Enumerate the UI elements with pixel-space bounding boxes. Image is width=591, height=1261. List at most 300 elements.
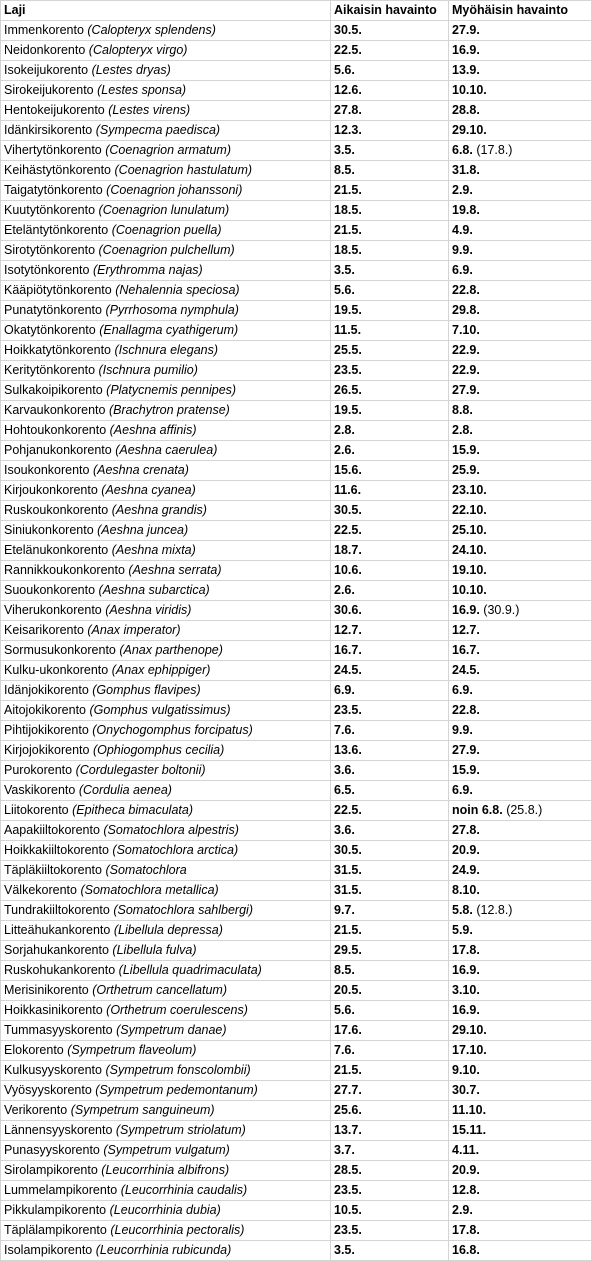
species-scientific-name: (Lestes virens) xyxy=(108,103,191,117)
latest-cell[interactable] xyxy=(449,841,591,861)
earliest-cell[interactable]: 9.7. xyxy=(331,901,449,921)
earliest-cell[interactable]: 26.5. xyxy=(331,381,449,401)
species-cell[interactable] xyxy=(1,1081,331,1101)
earliest-cell[interactable]: 12.3. xyxy=(331,121,449,141)
species-cell[interactable] xyxy=(1,341,331,361)
species-scientific-name: (Somatochlora arctica) xyxy=(112,843,239,857)
latest-cell[interactable] xyxy=(449,1241,591,1261)
species-cell[interactable] xyxy=(1,781,331,801)
table-row xyxy=(1,841,591,861)
latest-cell[interactable] xyxy=(449,1121,591,1141)
earliest-cell[interactable]: 8.5. xyxy=(331,961,449,981)
species-common-name: Rannikkoukonkorento xyxy=(4,563,125,577)
earliest-cell[interactable]: 18.5. xyxy=(331,241,449,261)
earliest-cell[interactable]: 3.7. xyxy=(331,1141,449,1161)
table-row xyxy=(1,661,591,681)
table-row xyxy=(1,561,591,581)
earliest-cell[interactable]: 21.5. xyxy=(331,1061,449,1081)
latest-cell[interactable] xyxy=(449,581,591,601)
species-cell[interactable] xyxy=(1,561,331,581)
latest-value: 30.7. xyxy=(452,1083,480,1097)
species-scientific-name: (Epitheca bimaculata) xyxy=(72,803,194,817)
earliest-cell[interactable]: 5.6. xyxy=(331,281,449,301)
species-scientific-name: (Aeshna juncea) xyxy=(97,523,189,537)
species-cell[interactable] xyxy=(1,401,331,421)
species-cell[interactable] xyxy=(1,101,331,121)
latest-value: 9.9. xyxy=(452,243,473,257)
species-cell[interactable] xyxy=(1,1001,331,1021)
earliest-cell[interactable]: 25.5. xyxy=(331,341,449,361)
species-scientific-name: (Onychogomphus forcipatus) xyxy=(92,723,253,737)
species-cell[interactable] xyxy=(1,41,331,61)
latest-cell[interactable] xyxy=(449,761,591,781)
latest-value: 22.8. xyxy=(452,703,480,717)
species-cell[interactable] xyxy=(1,1061,331,1081)
earliest-cell[interactable]: 7.6. xyxy=(331,721,449,741)
latest-value: 6.8. xyxy=(452,143,473,157)
species-cell[interactable] xyxy=(1,821,331,841)
species-common-name: Kirjoukonkorento xyxy=(4,483,98,497)
latest-cell[interactable] xyxy=(449,161,591,181)
latest-value: 8.8. xyxy=(452,403,473,417)
table-row xyxy=(1,401,591,421)
table-row xyxy=(1,761,591,781)
species-common-name: Kuutytönkorento xyxy=(4,203,96,217)
earliest-cell[interactable]: 10.5. xyxy=(331,1201,449,1221)
species-cell[interactable] xyxy=(1,1201,331,1221)
latest-value: 17.10. xyxy=(452,1043,487,1057)
header-species[interactable]: Laji xyxy=(1,1,331,21)
species-common-name: Hoikkasinikorento xyxy=(4,1003,103,1017)
latest-cell[interactable] xyxy=(449,781,591,801)
earliest-cell[interactable]: 3.6. xyxy=(331,821,449,841)
latest-cell[interactable] xyxy=(449,1001,591,1021)
species-cell[interactable] xyxy=(1,121,331,141)
earliest-cell[interactable]: 5.6. xyxy=(331,61,449,81)
latest-cell[interactable] xyxy=(449,201,591,221)
species-scientific-name: (Libellula fulva) xyxy=(112,943,197,957)
earliest-cell[interactable]: 6.5. xyxy=(331,781,449,801)
latest-cell[interactable] xyxy=(449,521,591,541)
earliest-cell[interactable]: 13.6. xyxy=(331,741,449,761)
latest-value: 19.10. xyxy=(452,563,487,577)
latest-cell[interactable] xyxy=(449,141,591,161)
table-row xyxy=(1,1001,591,1021)
latest-cell[interactable] xyxy=(449,561,591,581)
earliest-cell[interactable]: 23.5. xyxy=(331,361,449,381)
latest-cell[interactable] xyxy=(449,1141,591,1161)
latest-value: 27.9. xyxy=(452,743,480,757)
earliest-cell[interactable]: 2.6. xyxy=(331,441,449,461)
latest-value: 15.9. xyxy=(452,763,480,777)
species-scientific-name: (Aeshna subarctica) xyxy=(98,583,210,597)
species-cell[interactable] xyxy=(1,681,331,701)
species-scientific-name: (Gomphus vulgatissimus) xyxy=(89,703,231,717)
earliest-cell[interactable]: 19.5. xyxy=(331,301,449,321)
table-row xyxy=(1,121,591,141)
latest-value: 29.10. xyxy=(452,123,487,137)
latest-cell[interactable] xyxy=(449,1061,591,1081)
latest-cell[interactable] xyxy=(449,301,591,321)
species-common-name: Suoukonkorento xyxy=(4,583,96,597)
species-cell[interactable] xyxy=(1,841,331,861)
earliest-cell[interactable]: 2.6. xyxy=(331,581,449,601)
earliest-cell[interactable]: 30.6. xyxy=(331,601,449,621)
species-scientific-name: (Orthetrum coerulescens) xyxy=(106,1003,248,1017)
latest-value: 5.9. xyxy=(452,923,473,937)
species-cell[interactable] xyxy=(1,1221,331,1241)
earliest-cell[interactable]: 15.6. xyxy=(331,461,449,481)
earliest-cell[interactable]: 23.5. xyxy=(331,701,449,721)
latest-cell[interactable] xyxy=(449,861,591,881)
species-cell[interactable] xyxy=(1,461,331,481)
species-common-name: Hohtoukonkorento xyxy=(4,423,107,437)
earliest-cell[interactable]: 3.5. xyxy=(331,141,449,161)
earliest-cell[interactable]: 30.5. xyxy=(331,21,449,41)
species-cell[interactable] xyxy=(1,81,331,101)
species-cell[interactable] xyxy=(1,361,331,381)
table-row xyxy=(1,601,591,621)
latest-value: 22.10. xyxy=(452,503,487,517)
earliest-cell[interactable]: 19.5. xyxy=(331,401,449,421)
species-cell[interactable] xyxy=(1,641,331,661)
species-cell[interactable] xyxy=(1,1161,331,1181)
table-row xyxy=(1,361,591,381)
species-cell[interactable] xyxy=(1,581,331,601)
species-scientific-name: (Somatochlora metallica) xyxy=(80,883,219,897)
latest-note: (17.8.) xyxy=(476,143,513,157)
table-row xyxy=(1,1141,591,1161)
table-row xyxy=(1,261,591,281)
table-row xyxy=(1,981,591,1001)
table-row xyxy=(1,421,591,441)
latest-cell[interactable] xyxy=(449,921,591,941)
species-cell[interactable] xyxy=(1,421,331,441)
latest-cell[interactable] xyxy=(449,341,591,361)
latest-value: 4.11. xyxy=(452,1143,480,1157)
earliest-cell[interactable]: 7.6. xyxy=(331,1041,449,1061)
table-row xyxy=(1,521,591,541)
latest-cell[interactable] xyxy=(449,381,591,401)
species-common-name: Sirotytönkorento xyxy=(4,243,96,257)
latest-note: (30.9.) xyxy=(483,603,520,617)
header-earliest[interactable]: Aikaisin havainto xyxy=(331,1,449,21)
species-cell[interactable] xyxy=(1,981,331,1001)
latest-cell[interactable] xyxy=(449,101,591,121)
species-cell[interactable] xyxy=(1,921,331,941)
species-cell[interactable] xyxy=(1,861,331,881)
species-common-name: Hoikkatytönkorento xyxy=(4,343,112,357)
latest-cell[interactable] xyxy=(449,621,591,641)
species-common-name: Isolampikorento xyxy=(4,1243,93,1257)
table-row xyxy=(1,861,591,881)
species-scientific-name: (Coenagrion lunulatum) xyxy=(98,203,230,217)
species-cell[interactable] xyxy=(1,741,331,761)
species-cell[interactable] xyxy=(1,1141,331,1161)
latest-value: 15.9. xyxy=(452,443,480,457)
latest-cell[interactable] xyxy=(449,541,591,561)
latest-cell[interactable] xyxy=(449,221,591,241)
latest-cell[interactable] xyxy=(449,121,591,141)
species-scientific-name: (Calopteryx splendens) xyxy=(87,23,216,37)
species-cell[interactable] xyxy=(1,141,331,161)
latest-value: 23.10. xyxy=(452,483,487,497)
table-row xyxy=(1,241,591,261)
species-common-name: Pihtijokikorento xyxy=(4,723,89,737)
table-row xyxy=(1,101,591,121)
earliest-cell[interactable]: 21.5. xyxy=(331,181,449,201)
species-common-name: Idänkirsikorento xyxy=(4,123,93,137)
latest-cell[interactable] xyxy=(449,1221,591,1241)
latest-cell[interactable] xyxy=(449,961,591,981)
latest-value: 27.8. xyxy=(452,823,480,837)
species-cell[interactable] xyxy=(1,221,331,241)
species-cell[interactable] xyxy=(1,721,331,741)
species-common-name: Sormusukonkorento xyxy=(4,643,116,657)
species-common-name: Verikorento xyxy=(4,1103,68,1117)
species-cell[interactable] xyxy=(1,501,331,521)
latest-value: 6.9. xyxy=(452,263,473,277)
table-row xyxy=(1,221,591,241)
earliest-cell[interactable]: 18.7. xyxy=(331,541,449,561)
latest-cell[interactable] xyxy=(449,1081,591,1101)
species-scientific-name: (Coenagrion pulchellum) xyxy=(98,243,235,257)
species-cell[interactable] xyxy=(1,901,331,921)
species-cell[interactable] xyxy=(1,801,331,821)
latest-value: 10.10. xyxy=(452,583,487,597)
species-cell[interactable] xyxy=(1,201,331,221)
earliest-cell[interactable]: 20.5. xyxy=(331,981,449,1001)
latest-cell[interactable] xyxy=(449,801,591,821)
latest-value: 8.10. xyxy=(452,883,480,897)
latest-cell[interactable] xyxy=(449,941,591,961)
latest-note: (25.8.) xyxy=(506,803,543,817)
earliest-cell[interactable]: 30.5. xyxy=(331,501,449,521)
species-common-name: Pikkulampikorento xyxy=(4,1203,107,1217)
earliest-cell[interactable]: 13.7. xyxy=(331,1121,449,1141)
species-common-name: Liitokorento xyxy=(4,803,69,817)
earliest-cell[interactable]: 17.6. xyxy=(331,1021,449,1041)
latest-cell[interactable] xyxy=(449,741,591,761)
latest-value: 12.8. xyxy=(452,1183,480,1197)
table-row xyxy=(1,901,591,921)
latest-cell[interactable] xyxy=(449,681,591,701)
table-row xyxy=(1,41,591,61)
earliest-cell[interactable]: 30.5. xyxy=(331,841,449,861)
species-cell[interactable] xyxy=(1,21,331,41)
latest-cell[interactable] xyxy=(449,461,591,481)
latest-cell[interactable] xyxy=(449,821,591,841)
latest-cell[interactable] xyxy=(449,401,591,421)
earliest-cell[interactable]: 3.5. xyxy=(331,261,449,281)
earliest-cell[interactable]: 3.5. xyxy=(331,1241,449,1261)
species-cell[interactable] xyxy=(1,541,331,561)
latest-value: 24.5. xyxy=(452,663,480,677)
latest-value: 25.9. xyxy=(452,463,480,477)
species-cell[interactable] xyxy=(1,621,331,641)
latest-cell[interactable] xyxy=(449,321,591,341)
species-cell[interactable] xyxy=(1,881,331,901)
species-scientific-name: (Libellula depressa) xyxy=(113,923,223,937)
species-cell[interactable] xyxy=(1,1121,331,1141)
table-row xyxy=(1,181,591,201)
species-scientific-name: (Lestes dryas) xyxy=(91,63,171,77)
earliest-cell[interactable]: 23.5. xyxy=(331,1181,449,1201)
earliest-cell[interactable]: 3.6. xyxy=(331,761,449,781)
species-cell[interactable] xyxy=(1,941,331,961)
latest-cell[interactable] xyxy=(449,1101,591,1121)
earliest-cell[interactable]: 2.8. xyxy=(331,421,449,441)
species-scientific-name: (Cordulia aenea) xyxy=(78,783,172,797)
earliest-cell[interactable]: 11.6. xyxy=(331,481,449,501)
latest-cell[interactable] xyxy=(449,481,591,501)
latest-value: 31.8. xyxy=(452,163,480,177)
species-common-name: Siniukonkorento xyxy=(4,523,94,537)
latest-cell[interactable] xyxy=(449,901,591,921)
species-scientific-name: (Aeshna grandis) xyxy=(111,503,207,517)
species-cell[interactable] xyxy=(1,381,331,401)
latest-cell[interactable] xyxy=(449,421,591,441)
species-scientific-name: (Gomphus flavipes) xyxy=(92,683,201,697)
earliest-cell[interactable]: 18.5. xyxy=(331,201,449,221)
latest-value: 29.10. xyxy=(452,1023,487,1037)
latest-cell[interactable] xyxy=(449,21,591,41)
species-cell[interactable] xyxy=(1,161,331,181)
latest-cell[interactable] xyxy=(449,721,591,741)
latest-cell[interactable] xyxy=(449,701,591,721)
latest-value: 22.9. xyxy=(452,343,480,357)
earliest-cell[interactable]: 6.9. xyxy=(331,681,449,701)
species-scientific-name: (Leucorrhinia rubicunda) xyxy=(95,1243,232,1257)
earliest-cell[interactable]: 22.5. xyxy=(331,801,449,821)
latest-cell[interactable] xyxy=(449,441,591,461)
species-cell[interactable] xyxy=(1,441,331,461)
earliest-cell[interactable]: 27.7. xyxy=(331,1081,449,1101)
species-cell[interactable] xyxy=(1,1021,331,1041)
earliest-cell[interactable]: 21.5. xyxy=(331,221,449,241)
header-latest[interactable]: Myöhäisin havainto xyxy=(449,1,591,21)
species-scientific-name: (Brachytron pratense) xyxy=(108,403,230,417)
table-row xyxy=(1,201,591,221)
species-cell[interactable] xyxy=(1,761,331,781)
latest-cell[interactable] xyxy=(449,1021,591,1041)
latest-cell[interactable] xyxy=(449,1201,591,1221)
species-cell[interactable] xyxy=(1,301,331,321)
table-row xyxy=(1,461,591,481)
latest-value: 5.8. xyxy=(452,903,473,917)
earliest-cell[interactable]: 22.5. xyxy=(331,41,449,61)
latest-cell[interactable] xyxy=(449,1161,591,1181)
species-cell[interactable] xyxy=(1,1181,331,1201)
species-scientific-name: (Aeshna viridis) xyxy=(105,603,192,617)
latest-value: 17.8. xyxy=(452,1223,480,1237)
species-cell[interactable] xyxy=(1,241,331,261)
latest-value: 25.10. xyxy=(452,523,487,537)
species-cell[interactable] xyxy=(1,261,331,281)
earliest-cell[interactable]: 12.6. xyxy=(331,81,449,101)
table-row xyxy=(1,1201,591,1221)
species-scientific-name: (Pyrrhosoma nymphula) xyxy=(105,303,239,317)
species-cell[interactable] xyxy=(1,521,331,541)
species-cell[interactable] xyxy=(1,701,331,721)
table-row xyxy=(1,381,591,401)
table-row xyxy=(1,541,591,561)
species-common-name: Aapakiiltokorento xyxy=(4,823,100,837)
table-row xyxy=(1,1061,591,1081)
latest-cell[interactable] xyxy=(449,881,591,901)
earliest-cell[interactable]: 12.7. xyxy=(331,621,449,641)
species-cell[interactable] xyxy=(1,661,331,681)
earliest-cell[interactable]: 27.8. xyxy=(331,101,449,121)
latest-cell[interactable] xyxy=(449,1041,591,1061)
latest-cell[interactable] xyxy=(449,981,591,1001)
latest-cell[interactable] xyxy=(449,241,591,261)
earliest-cell[interactable]: 24.5. xyxy=(331,661,449,681)
earliest-cell[interactable]: 8.5. xyxy=(331,161,449,181)
latest-cell[interactable] xyxy=(449,181,591,201)
species-common-name: Elokorento xyxy=(4,1043,64,1057)
latest-cell[interactable] xyxy=(449,501,591,521)
earliest-cell[interactable]: 16.7. xyxy=(331,641,449,661)
latest-value: 2.8. xyxy=(452,423,473,437)
species-cell[interactable] xyxy=(1,481,331,501)
species-scientific-name: (Nehalennia speciosa) xyxy=(115,283,240,297)
species-common-name: Immenkorento xyxy=(4,23,84,37)
species-common-name: Keritytönkorento xyxy=(4,363,96,377)
latest-cell[interactable] xyxy=(449,361,591,381)
species-cell[interactable] xyxy=(1,61,331,81)
latest-cell[interactable] xyxy=(449,601,591,621)
species-cell[interactable] xyxy=(1,321,331,341)
latest-cell[interactable] xyxy=(449,1181,591,1201)
species-common-name: Keisarikorento xyxy=(4,623,84,637)
earliest-cell[interactable]: 21.5. xyxy=(331,921,449,941)
species-scientific-name: (Coenagrion johanssoni) xyxy=(106,183,243,197)
earliest-cell[interactable]: 10.6. xyxy=(331,561,449,581)
species-cell[interactable] xyxy=(1,1241,331,1261)
species-scientific-name: (Orthetrum cancellatum) xyxy=(92,983,228,997)
latest-cell[interactable] xyxy=(449,641,591,661)
earliest-cell[interactable]: 11.5. xyxy=(331,321,449,341)
latest-cell[interactable] xyxy=(449,661,591,681)
earliest-cell[interactable]: 22.5. xyxy=(331,521,449,541)
earliest-cell[interactable]: 31.5. xyxy=(331,881,449,901)
species-common-name: Etelänukonkorento xyxy=(4,543,109,557)
species-cell[interactable] xyxy=(1,601,331,621)
earliest-cell[interactable]: 31.5. xyxy=(331,861,449,881)
latest-cell[interactable] xyxy=(449,81,591,101)
species-cell[interactable] xyxy=(1,1041,331,1061)
earliest-cell[interactable]: 5.6. xyxy=(331,1001,449,1021)
species-scientific-name: (Somatochlora alpestris) xyxy=(103,823,239,837)
latest-cell[interactable] xyxy=(449,41,591,61)
table-row xyxy=(1,1081,591,1101)
species-cell[interactable] xyxy=(1,961,331,981)
latest-cell[interactable] xyxy=(449,61,591,81)
earliest-cell[interactable]: 25.6. xyxy=(331,1101,449,1121)
earliest-cell[interactable]: 29.5. xyxy=(331,941,449,961)
species-scientific-name: (Sympetrum flaveolum) xyxy=(67,1043,197,1057)
earliest-cell[interactable]: 23.5. xyxy=(331,1221,449,1241)
earliest-cell[interactable]: 28.5. xyxy=(331,1161,449,1181)
species-cell[interactable] xyxy=(1,281,331,301)
latest-cell[interactable] xyxy=(449,261,591,281)
species-scientific-name: (Sympetrum danae) xyxy=(116,1023,227,1037)
latest-cell[interactable] xyxy=(449,281,591,301)
species-cell[interactable] xyxy=(1,1101,331,1121)
species-scientific-name: (Calopteryx virgo) xyxy=(88,43,188,57)
species-cell[interactable] xyxy=(1,181,331,201)
